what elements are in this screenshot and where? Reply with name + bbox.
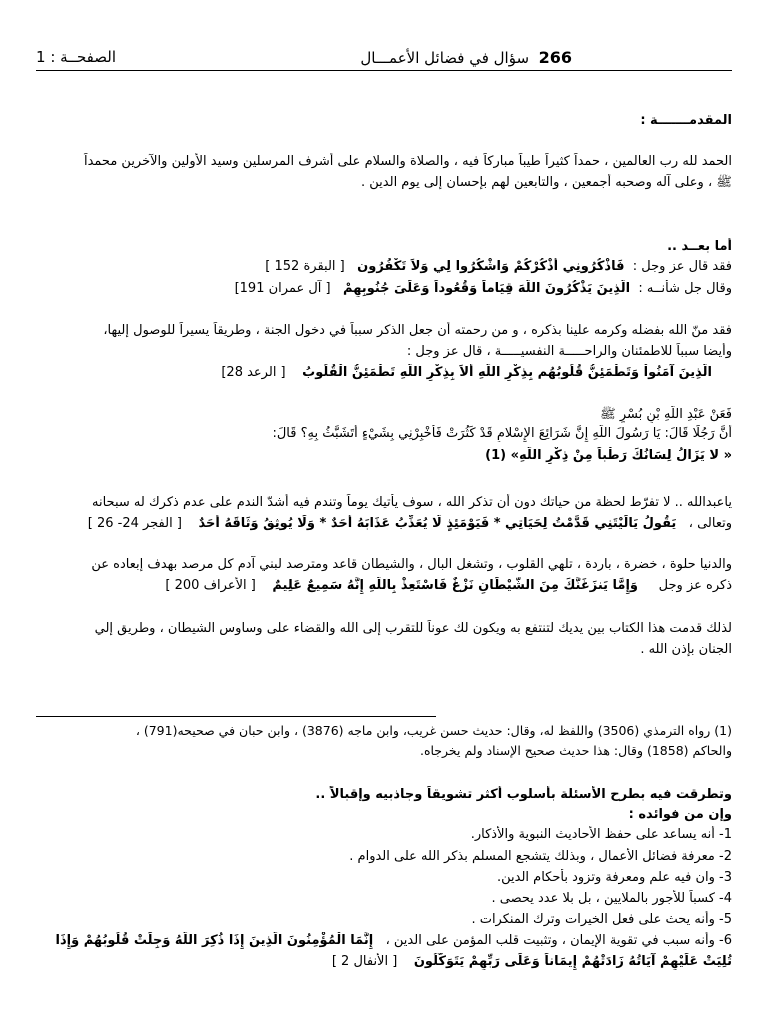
verse-4-ref: [ الفجر 24- 26 ] [87, 516, 182, 531]
verse-4 [36, 515, 732, 532]
benefit-item-6 [36, 932, 732, 949]
verse-1 [36, 258, 732, 275]
verse-1-intro: فقد قال عز وجل : [632, 259, 732, 274]
footnote-line-1: (1) رواه الترمذي (3506) واللفظ له، وقال: حديث حسن غريب، وابن ماجه (3876) ، وابن حبان في صحيحه(791) ، [135, 723, 732, 738]
para3-line-1: ياعبدالله .. لا تفرّط لحظة من حياتك دون أن تذكر الله ، سوف يأتيك يوماً وتندم فيه أشدّ الندم على عدم ذكرك له سبحانه [92, 495, 732, 510]
verse-4-text: يَقُولُ يَالَيْتَنِي قَدَّمْتُ لِحَيَاتِي * فَيَوْمَئِذٍ لَّا يُعَذِّبُ عَذَابَهُ أَحَدٌ * وَلَا يُوثِقُ وَثَاقَهُ أَحَدٌ [198, 516, 677, 531]
benefits-heading: وإن من فوائده : [628, 807, 732, 822]
benefit-6-ref: [ الأنفال 2 ] [331, 954, 398, 969]
verse-3 [36, 364, 712, 381]
benefit-item-4: 4- كسباً للأجور بالملايين ، بل بلا عدد يحصى . [491, 891, 732, 906]
title-number: 266 [538, 48, 572, 67]
benefit-item-6-cont [36, 953, 732, 970]
verse-2-text: الَّذِينَ يَذْكُرُونَ اللّهَ قِيَاماً وَقُعُوداً وَعَلَىَ جُنُوبِهِمْ [343, 281, 631, 296]
benefit-item-3: 3- وان فيه علم ومعرفة وتزود بأحكام الدين. [496, 870, 732, 885]
bottom-heading: وتطرقت فيه بطرح الأسئلة بأسلوب أكثر تشويقاً وجاذبيه وإقبالاً .. [315, 787, 732, 802]
benefit-item-1: 1- أنه يساعد على حفظ الأحاديث النبوية والأذكار. [470, 827, 732, 842]
verse-5-ref: [ الأعراف 200 ] [165, 578, 256, 593]
hadith-line-1: فَعَنْ عَبْدِ اللَّهِ بْنِ بُسْرٍ ﷺ [600, 407, 732, 422]
document-title [360, 48, 572, 67]
title-text: سؤال في فضائل الأعمـــال [360, 49, 530, 67]
para5-line-2: الجنان بإذن الله . [640, 642, 732, 657]
verse-2 [36, 280, 732, 297]
verse-2-intro: وقال جل شأنــه : [638, 281, 732, 296]
verse-5-text: وَإِمَّا يَنزَغَنَّكَ مِنَ الشَّيْطَانِ نَزْغٌ فَاسْتَعِذْ بِاللّهِ إِنَّهُ سَمِيعٌ عَلِيمٌ [272, 578, 638, 593]
verse-3-ref: [ الرعد 28] [221, 365, 286, 380]
para5-line-1: لذلك قدمت هذا الكتاب بين يديك لتنتفع به ويكون لك عوناً للتقرب إلى الله والقضاء على وساوس الشيطان ، وطريق إلي [94, 621, 732, 636]
intro-heading: المقدمـــــــة : [640, 113, 732, 128]
para2-line-2: وأيضا سبباً للاطمئنان والراحـــــة النفسيـــــة ، قال عز وجل : [406, 344, 732, 359]
benefit-6-verse-1: إِنَّمَا الْمُؤْمِنُونَ الَّذِينَ إِذَا ذُكِرَ اللّهُ وَجِلَتْ قُلُوبُهُمْ وَإِذَا [55, 933, 374, 948]
para4-line-2: ذكره عز وجل [658, 578, 732, 593]
intro-line-1: الحمد لله رب العالمين ، حمداً كثيراً طيباً مباركاً فيه ، والصلاة والسلام على أشرف المرسلين وسيد الأولين والآخرين محمداً [83, 154, 732, 169]
page-header [36, 44, 732, 71]
benefit-item-5: 5- وأنه يحث على فعل الخيرات وترك المنكرات . [471, 912, 732, 927]
para2-line-1: فقد منّ الله بفضله وكرمه علينا بذكره ، و من رحمته أن جعل الذكر سبباً في دخول الجنة ، وطريقاً يسيراً للوصول إليها، [103, 323, 732, 338]
amma-heading: أما بعــد .. [667, 239, 732, 254]
para4-line-1: والدنيا حلوة ، خضرة ، باردة ، تلهي القلوب ، وتشغل البال ، والشيطان قاعد ومترصد لبني آدم كل مرصد بهدف إبعاده عن [91, 557, 732, 572]
verse-1-ref: [ البقرة 152 ] [265, 259, 345, 274]
hadith-line-3: « لا يَزَالُ لِسَانُكَ رَطْباً مِنْ ذِكْرِ اللَّهِ» (1) [485, 448, 732, 463]
para3-line-2: وتعالى ، [688, 516, 732, 531]
page-number: الصفحــة : 1 [36, 48, 116, 66]
verse-3-text: الَّذِينَ آمَنُواْ وَتَطْمَئِنُّ قُلُوبُهُم بِذِكْرِ اللّهِ أَلاَ بِذِكْرِ اللّهِ تَطْمَئِنُّ الْقُلُوبُ [302, 365, 712, 380]
footnote-separator [36, 716, 436, 717]
verse-5 [36, 577, 732, 594]
benefit-6-verse-2: تُلِيَتْ عَلَيْهِمْ آيَاتُهُ زَادَتْهُمْ إِيمَاناً وَعَلَى رَبِّهِمْ يَتَوَكَّلُونَ [413, 954, 732, 969]
hadith-line-2: أَنَّ رَجُلًا قَالَ: يَا رَسُولَ اللَّهِ إِنَّ شَرَائِعَ الإِسْلامِ قَدْ كَثُرَتْ فَأَخْبِرْنِي بِشَيْءٍ أَتَشَبَّثُ بِهِ؟ قَالَ: [272, 426, 732, 441]
benefit-6-text: 6- وأنه سبب في تقوية الإيمان ، وتثبيت قلب المؤمن على الدين ، [385, 933, 732, 948]
intro-line-2: ﷺ ، وعلى آله وصحبه أجمعين ، والتابعين لهم بإحسان إلى يوم الدين . [361, 175, 732, 190]
verse-1-text: فَاذْكُرُونِي أَذْكُرْكُمْ وَاشْكُرُوا لِي وَلاَ تَكْفُرُون [357, 259, 625, 274]
benefit-item-2: 2- معرفة فضائل الأعمال ، وبذلك يتشجع المسلم بذكر الله على الدوام . [349, 849, 732, 864]
verse-2-ref: [ آل عمران 191] [234, 281, 331, 296]
footnote-line-2: والحاكم (1858) وقال: هذا حديث صحيح الإسناد ولم يخرجاه. [419, 743, 732, 758]
